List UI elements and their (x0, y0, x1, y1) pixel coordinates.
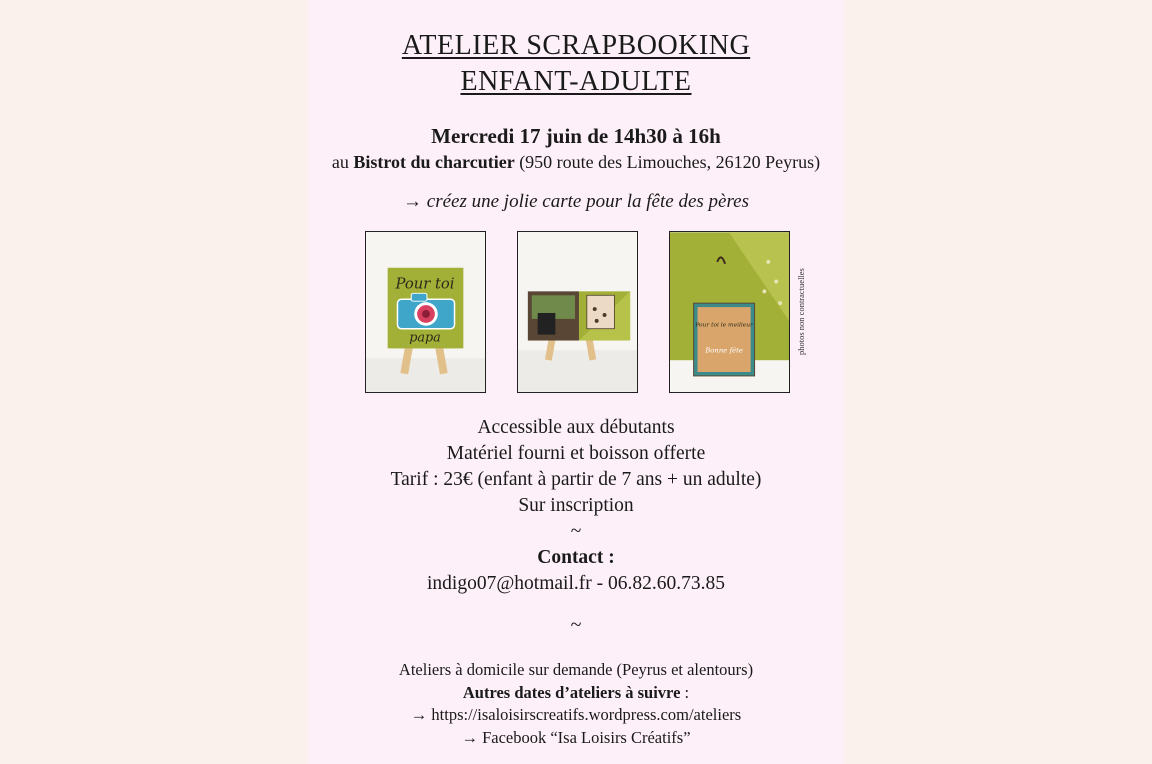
contact-value: indigo07@hotmail.fr - 06.82.60.73.85 (427, 573, 725, 594)
flyer-title (308, 28, 844, 100)
event-date: Mercredi 17 juin de 14h30 à 16h (431, 124, 721, 148)
card1-text-bottom: papa (409, 330, 441, 346)
footer-home-workshops: Ateliers à domicile sur demande (Peyrus et alentours) (398, 660, 754, 679)
event-tagline: → créez une jolie carte pour la fête des pères (403, 191, 749, 212)
info-materials: Matériel fourni et boisson offerte (446, 443, 706, 464)
venue-address: (950 route des Limouches, 26120 Peyrus) (519, 152, 821, 172)
section-separator: ~ (570, 614, 582, 636)
card1-text-top: Pour toi (395, 275, 455, 293)
footer-other-dates-label: Autres dates d’ateliers à suivre (462, 682, 681, 702)
info-registration: Sur inscription (518, 495, 634, 516)
venue-name: Bistrot du charcutier (353, 152, 515, 172)
footer-other-dates-colon: : (680, 682, 690, 702)
flyer (308, 0, 844, 764)
photo-card-camera (365, 231, 486, 393)
photo-card-open (517, 231, 638, 393)
info-beginners: Accessible aux débutants (477, 417, 675, 438)
venue-prefix: au (331, 152, 349, 172)
flyer-footer (308, 659, 844, 749)
info-price: Tarif : 23€ (enfant à partir de 7 ans + un adulte) (390, 469, 762, 490)
footer-other-dates (308, 682, 844, 705)
title-line-1: ATELIER SCRAPBOOKING (401, 30, 751, 61)
photo-disclaimer: photos non contractuelles (796, 268, 806, 356)
card3-text-bottom: Bonne fête (705, 346, 743, 355)
photo-card-envelope (669, 231, 790, 393)
card3-text-top: Pour toi le meilleur (695, 322, 753, 329)
event-venue (308, 152, 844, 173)
footer-facebook: → Facebook “Isa Loisirs Créatifs” (461, 727, 691, 747)
contact-label: Contact : (537, 547, 615, 568)
info-separator: ~ (570, 521, 582, 542)
card-camera-illustration (366, 232, 485, 392)
card-envelope-illustration (670, 232, 789, 392)
event-info (308, 415, 844, 597)
footer-website-link: → https://isaloisirscreatifs.wordpress.com/ateliers (410, 705, 742, 724)
title-line-2: ENFANT-ADULTE (460, 66, 692, 97)
card-open-illustration (518, 232, 637, 392)
